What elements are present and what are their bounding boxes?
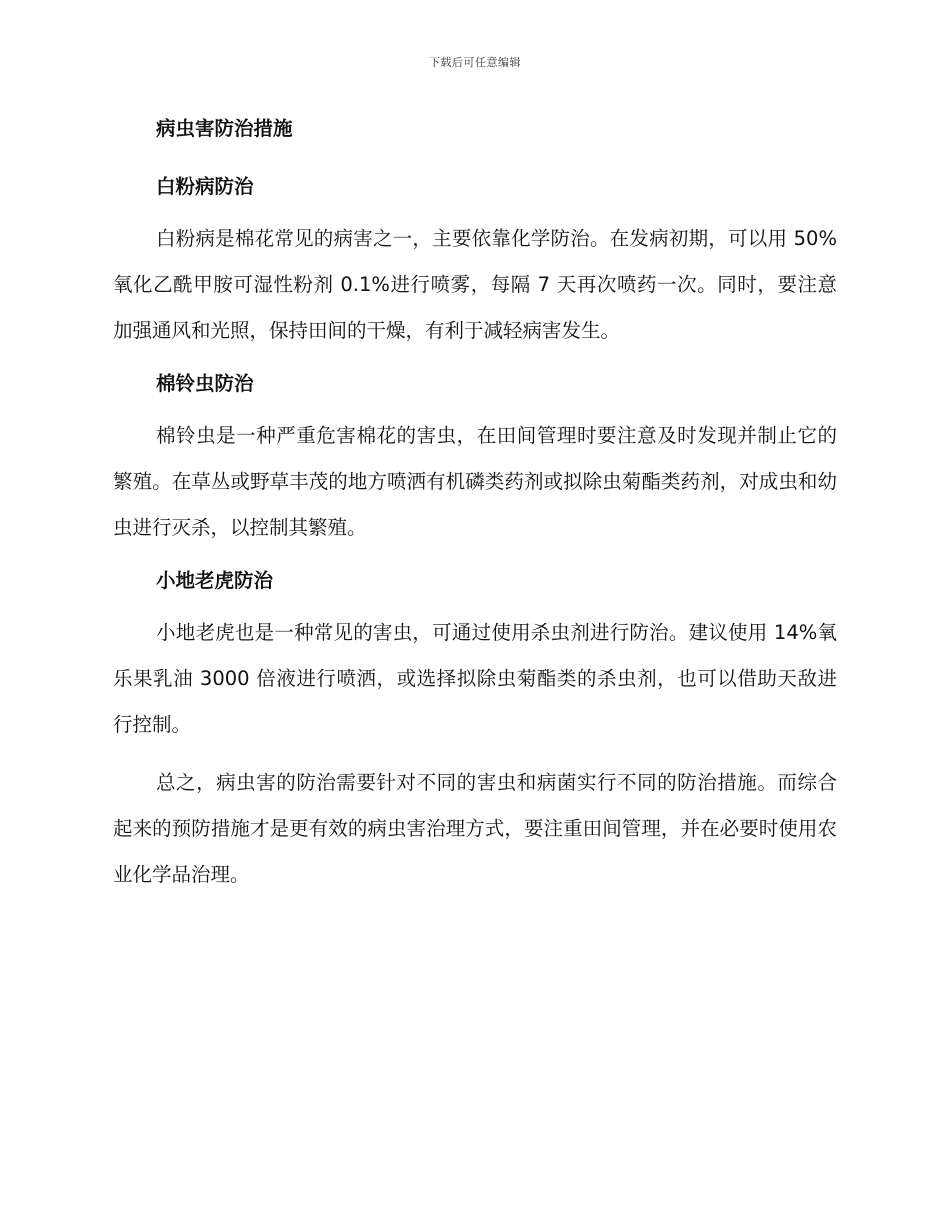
section-paragraph-powdery-mildew: 白粉病是棉花常见的病害之一，主要依靠化学防治。在发病初期，可以用 50%氧化乙酰甲胺可湿性粉剂 0.1%进行喷雾，每隔 7 天再次喷药一次。同时，要注意加强通风和光照，保持田间的干燥，有利于减轻病害发生。 [113, 227, 837, 342]
conclusion-paragraph: 总之，病虫害的防治需要针对不同的害虫和病菌实行不同的防治措施。而综合起来的预防措施才是更有效的病虫害治理方式，要注重田间管理，并在必要时使用农业化学品治理。 [113, 771, 837, 886]
section-paragraph-bollworm: 棉铃虫是一种严重危害棉花的害虫，在田间管理时要注意及时发现并制止它的繁殖。在草丛或野草丰茂的地方喷洒有机磷类药剂或拟除虫菊酯类药剂，对成虫和幼虫进行灭杀，以控制其繁殖。 [113, 424, 837, 539]
document-title: 病虫害防治措施 [156, 117, 293, 140]
section-heading-bollworm: 棉铃虫防治 [156, 372, 254, 395]
section-paragraph-cutworm: 小地老虎也是一种常见的害虫，可通过使用杀虫剂进行防治。建议使用 14%氧乐果乳油 3000 倍液进行喷洒，或选择拟除虫菊酯类的杀虫剂，也可以借助天敌进行控制。 [113, 621, 837, 736]
page-header-note: 下载后可任意编辑 [429, 56, 521, 69]
document-body [113, 114, 837, 898]
section-heading-powdery-mildew: 白粉病防治 [156, 175, 254, 198]
section-heading-cutworm: 小地老虎防治 [156, 569, 274, 592]
